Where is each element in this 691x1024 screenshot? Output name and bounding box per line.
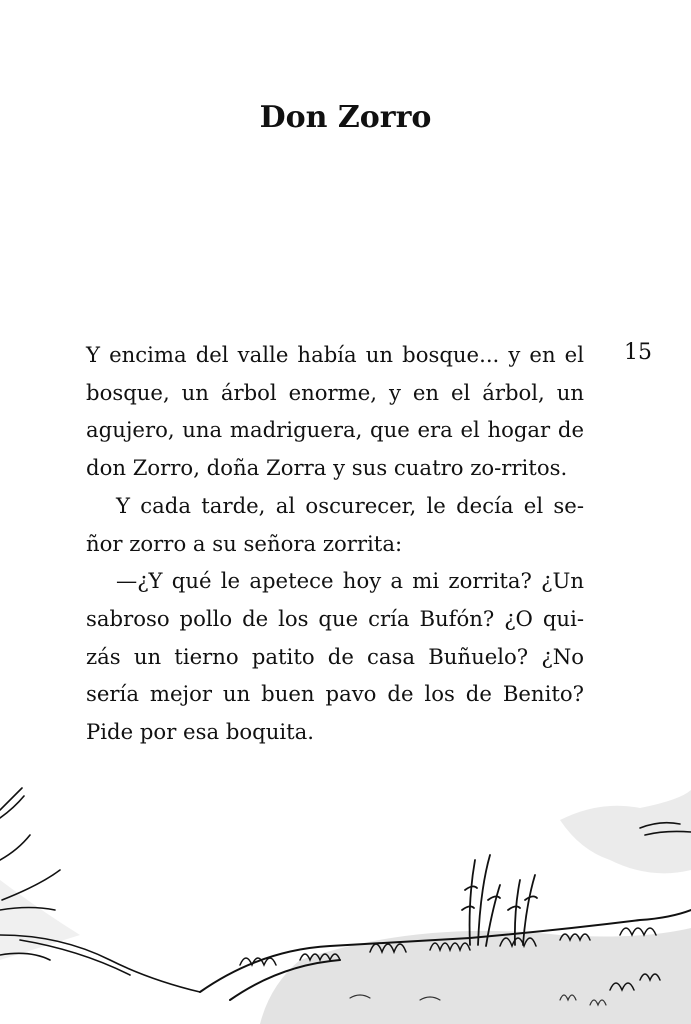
paragraph: —¿Y qué le apetece hoy a mi zorrita? ¿Un sabroso pollo de los que cría Bufón? ¿O qui-zás un tierno patito de casa Buñuelo? ¿No sería mejor un buen pavo de los de Benito? Pide por esa boquita. xyxy=(86,568,584,745)
page-number: 15 xyxy=(624,340,652,365)
body-text xyxy=(86,336,584,751)
paragraph: Y cada tarde, al oscurecer, le decía el se-ñor zorro a su señora zorrita: xyxy=(86,492,584,556)
paragraph: Y encima del valle había un bosque... y en el bosque, un árbol enorme, y en el árbol, un agujero, una madriguera, que era el hogar de don Zorro, doña Zorra y sus cuatro zo-rritos. xyxy=(86,342,584,481)
left-branch xyxy=(0,788,200,992)
ink-sketch-illustration xyxy=(0,760,691,1024)
hill-shading xyxy=(260,928,691,1024)
left-shading xyxy=(0,880,80,960)
chapter-title: Don Zorro xyxy=(259,100,432,135)
